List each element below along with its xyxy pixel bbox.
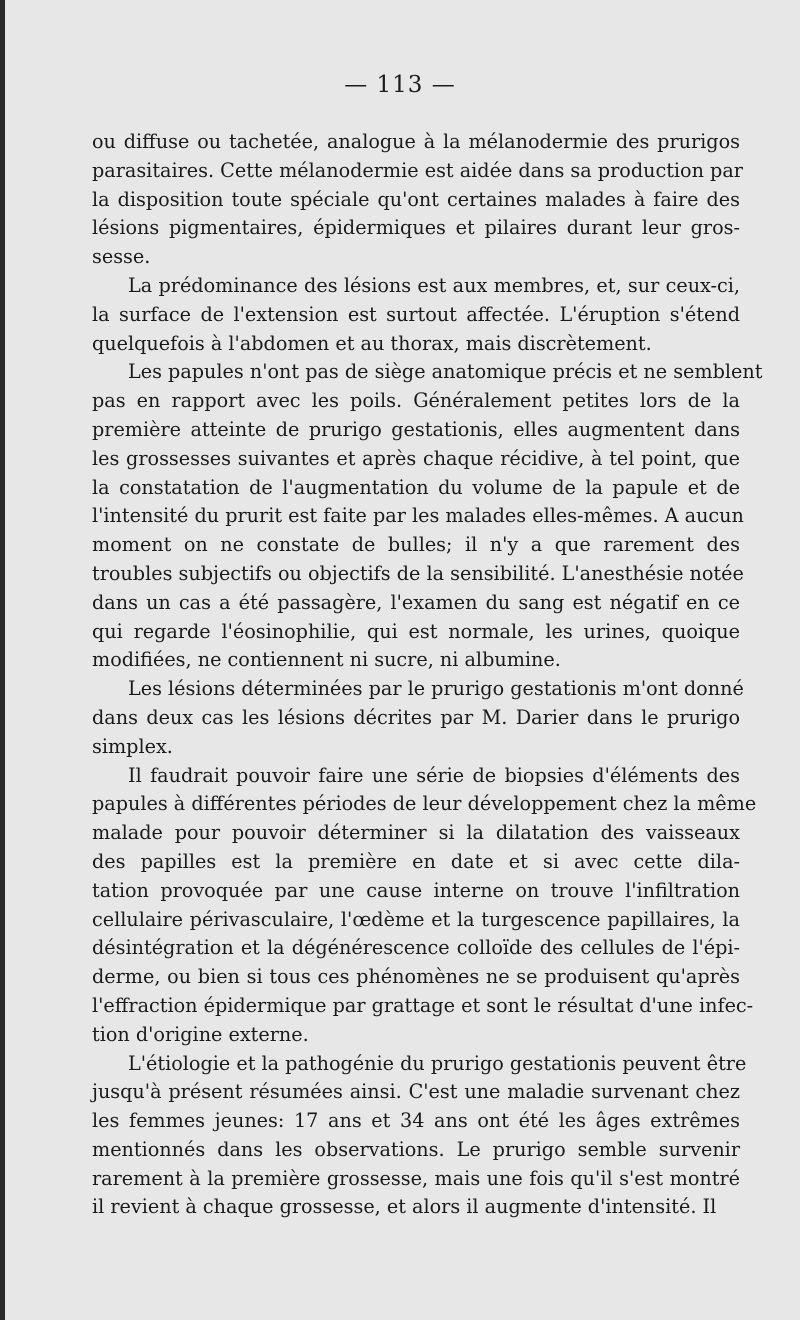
text-line: papules à différentes périodes de leur développement chez la même — [92, 792, 757, 816]
paragraph — [92, 1050, 747, 1223]
text-line: tion d'origine externe. — [92, 1022, 309, 1046]
paragraph — [92, 272, 740, 358]
paragraph — [92, 675, 744, 761]
text-line: des papilles est la première en date et si avec cette dila- — [92, 849, 740, 873]
text-line: la constatation de l'augmentation du volume de la papule et de — [92, 475, 740, 499]
paragraph — [92, 762, 757, 1050]
text-line: tation provoquée par une cause interne on trouve l'infiltration — [92, 878, 740, 902]
text-line: les femmes jeunes: 17 ans et 34 ans ont été les âges extrêmes — [92, 1109, 740, 1133]
text-line: qui regarde l'éosinophilie, qui est normale, les urines, quoique — [92, 619, 740, 643]
text-line: pas en rapport avec les poils. Généralement petites lors de la — [92, 389, 740, 413]
text-line: l'effraction épidermique par grattage et sont le résultat d'une infec- — [92, 993, 754, 1017]
text-line: moment on ne constate de bulles; il n'y a que rarement des — [92, 533, 740, 557]
page-body-text — [92, 128, 763, 1222]
text-line: modifiées, ne contiennent ni sucre, ni albumine. — [92, 648, 561, 672]
text-line: malade pour pouvoir déterminer si la dilatation des vaisseaux — [92, 821, 740, 845]
paragraph — [92, 358, 763, 675]
text-line: dans un cas a été passagère, l'examen du sang est négatif en ce — [92, 590, 740, 614]
paragraph — [92, 128, 743, 272]
text-line: ou diffuse ou tachetée, analogue à la mélanodermie des prurigos — [92, 130, 740, 153]
text-line: les grossesses suivantes et après chaque récidive, à tel point, que — [92, 446, 740, 470]
text-line: sesse. — [92, 245, 151, 269]
text-line: rarement à la première grossesse, mais une fois qu'il s'est montré — [92, 1166, 740, 1190]
text-line: quelquefois à l'abdomen et au thorax, mais discrètement. — [92, 331, 652, 355]
text-line: cellulaire périvasculaire, l'œdème et la turgescence papillaires, la — [92, 907, 740, 931]
text-line: Les lésions déterminées par le prurigo gestationis m'ont donné — [128, 677, 744, 701]
text-line: jusqu'à présent résumées ainsi. C'est une maladie survenant chez — [92, 1080, 740, 1104]
text-line: il revient à chaque grossesse, et alors il augmente d'intensité. Il — [92, 1195, 717, 1219]
text-line: mentionnés dans les observations. Le prurigo semble survenir — [92, 1137, 740, 1161]
text-line: première atteinte de prurigo gestationis, elles augmentent dans — [92, 417, 740, 441]
text-line: Il faudrait pouvoir faire une série de biopsies d'éléments des — [128, 763, 740, 787]
text-line: simplex. — [92, 734, 173, 758]
text-line: Les papules n'ont pas de siège anatomique précis et ne semblent — [128, 360, 763, 384]
text-line: l'intensité du prurit est faite par les malades elles-mêmes. A aucun — [92, 504, 744, 528]
text-line: la surface de l'extension est surtout affectée. L'éruption s'étend — [92, 302, 740, 326]
text-line: La prédominance des lésions est aux membres, et, sur ceux-ci, — [128, 273, 740, 297]
text-line: parasitaires. Cette mélanodermie est aidée dans sa production par — [92, 158, 743, 182]
text-line: désintégration et la dégénérescence colloïde des cellules de l'épi- — [92, 936, 740, 960]
text-line: la disposition toute spéciale qu'ont certaines malades à faire des — [92, 187, 740, 211]
page-number: — 113 — — [344, 72, 456, 98]
text-line: derme, ou bien si tous ces phénomènes ne se produisent qu'après — [92, 965, 740, 989]
text-line: L'étiologie et la pathogénie du prurigo gestationis peuvent être — [128, 1051, 747, 1075]
scan-edge — [0, 0, 5, 1320]
text-line: dans deux cas les lésions décrites par M. Darier dans le prurigo — [92, 705, 740, 729]
text-line: lésions pigmentaires, épidermiques et pilaires durant leur gros- — [92, 216, 740, 240]
text-line: troubles subjectifs ou objectifs de la sensibilité. L'anesthésie notée — [92, 561, 744, 585]
